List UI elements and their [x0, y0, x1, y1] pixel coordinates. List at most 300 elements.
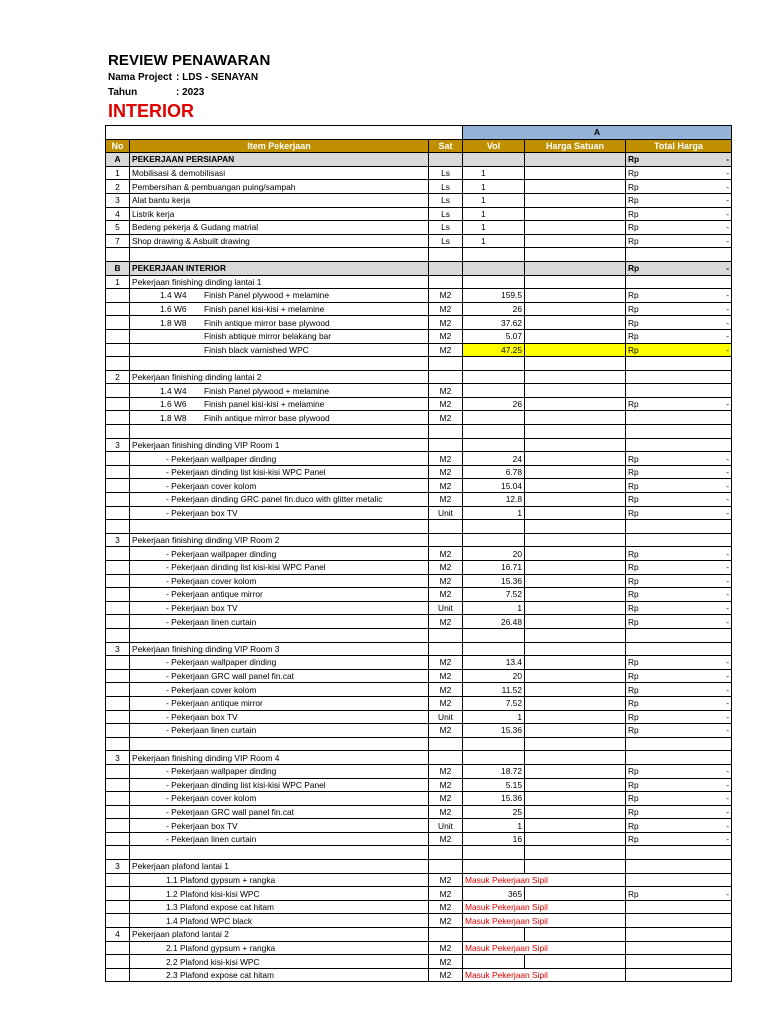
cell-harga-satuan — [525, 479, 626, 493]
table-row — [106, 724, 732, 738]
cell-harga-satuan — [525, 601, 626, 615]
cell-item: - Pekerjaan cover kolom — [130, 574, 429, 588]
cell-vol: 1 — [463, 207, 525, 221]
cell-no — [106, 479, 130, 493]
cell-no — [106, 669, 130, 683]
cell-no: 2 — [106, 370, 130, 384]
currency-label: Rp — [628, 236, 639, 247]
empty-cell — [525, 357, 626, 371]
cell-total-harga — [626, 384, 732, 398]
cell-no — [106, 547, 130, 561]
cell-total-harga — [626, 438, 732, 452]
cell-sat: M2 — [429, 778, 463, 792]
cell-no — [106, 574, 130, 588]
cell-no — [106, 452, 130, 466]
table-row — [106, 411, 732, 425]
table-row — [106, 221, 732, 235]
cell-total-harga — [626, 683, 732, 697]
total-value: - — [726, 562, 729, 573]
currency-label: Rp — [628, 290, 639, 301]
cell-total-harga — [626, 343, 732, 357]
cell-no — [106, 724, 130, 738]
cell-item — [130, 397, 429, 411]
currency-label: Rp — [628, 208, 639, 219]
cell-total-harga — [626, 792, 732, 806]
total-value: - — [726, 208, 729, 219]
cell-item: - Pekerjaan wallpaper dinding — [130, 656, 429, 670]
currency-label: Rp — [628, 494, 639, 505]
empty-cell — [429, 846, 463, 860]
table-row — [106, 302, 732, 316]
cell-sipil-note: Masuk Pekerjaan Sipil — [463, 873, 626, 887]
empty-cell — [429, 357, 463, 371]
cell-sat: M2 — [429, 302, 463, 316]
cell-harga-satuan — [525, 452, 626, 466]
cell-item: Alat bantu kerja — [130, 193, 429, 207]
cell-total-harga — [626, 615, 732, 629]
cell-sat: M2 — [429, 873, 463, 887]
total-value: - — [726, 779, 729, 790]
cell-vol: 1 — [463, 601, 525, 615]
cell-item: - Pekerjaan cover kolom — [130, 479, 429, 493]
cell-item: PEKERJAAN PERSIAPAN — [130, 153, 429, 167]
quotation-table — [105, 125, 732, 982]
item-code: 1.6 W6 — [160, 304, 187, 315]
cell-total-harga — [626, 751, 732, 765]
cell-no — [106, 289, 130, 303]
cell-harga-satuan — [525, 710, 626, 724]
currency-label: Rp — [628, 331, 639, 342]
cell-sat: M2 — [429, 465, 463, 479]
cell-sat: M2 — [429, 493, 463, 507]
currency-label: Rp — [628, 467, 639, 478]
total-value: - — [726, 766, 729, 777]
table-row — [106, 275, 732, 289]
currency-label: Rp — [628, 195, 639, 206]
cell-no: 3 — [106, 642, 130, 656]
cell-sat: M2 — [429, 547, 463, 561]
currency-label: Rp — [628, 806, 639, 817]
cell-no — [106, 343, 130, 357]
cell-total-harga — [626, 642, 732, 656]
cell-sat: Ls — [429, 166, 463, 180]
cell-no — [106, 465, 130, 479]
cell-sat: Unit — [429, 819, 463, 833]
cell-no — [106, 778, 130, 792]
cell-no: 3 — [106, 751, 130, 765]
total-value: - — [726, 195, 729, 206]
cell-vol: 18.72 — [463, 764, 525, 778]
cell-item: - Pekerjaan dinding GRC panel fin.duco with glitter metalic — [130, 493, 429, 507]
cell-harga-satuan — [525, 153, 626, 167]
cell-item: - Pekerjaan GRC wall panel fin.cat — [130, 805, 429, 819]
currency-label: Rp — [628, 820, 639, 831]
total-value: - — [726, 548, 729, 559]
page-title: REVIEW PENAWARAN — [108, 52, 271, 69]
cell-vol — [463, 153, 525, 167]
table-row — [106, 696, 732, 710]
table-row — [106, 193, 732, 207]
empty-cell — [106, 357, 130, 371]
empty-cell — [626, 520, 732, 534]
cell-total-harga — [626, 914, 732, 928]
empty-cell — [130, 425, 429, 439]
empty-cell — [130, 520, 429, 534]
col-header-item: Item Pekerjaan — [130, 139, 429, 153]
cell-sat — [429, 642, 463, 656]
cell-no — [106, 968, 130, 982]
total-value: - — [726, 888, 729, 899]
empty-cell — [525, 628, 626, 642]
empty-row — [106, 248, 732, 262]
col-header-vol: Vol — [463, 139, 525, 153]
cell-no — [106, 588, 130, 602]
table-row — [106, 465, 732, 479]
cell-harga-satuan — [525, 656, 626, 670]
cell-item — [130, 384, 429, 398]
table-row — [106, 207, 732, 221]
empty-cell — [130, 846, 429, 860]
cell-no — [106, 384, 130, 398]
cell-vol: 365 — [463, 887, 525, 901]
table-row — [106, 397, 732, 411]
quotation-table-body — [106, 126, 732, 982]
table-row — [106, 683, 732, 697]
table-row — [106, 547, 732, 561]
cell-item: - Pekerjaan cover kolom — [130, 683, 429, 697]
cell-vol: 159.5 — [463, 289, 525, 303]
cell-item: - Pekerjaan linen curtain — [130, 615, 429, 629]
cell-sat: M2 — [429, 887, 463, 901]
cell-sat: Unit — [429, 601, 463, 615]
empty-row — [106, 628, 732, 642]
cell-item: - Pekerjaan antique mirror — [130, 696, 429, 710]
currency-label: Rp — [628, 711, 639, 722]
table-row — [106, 533, 732, 547]
total-value: - — [726, 589, 729, 600]
cell-vol: 5.07 — [463, 329, 525, 343]
cell-vol: 24 — [463, 452, 525, 466]
table-row — [106, 329, 732, 343]
item-code: 1.4 W4 — [160, 290, 187, 301]
item-code: 1.6 W6 — [160, 399, 187, 410]
table-row — [106, 860, 732, 874]
cell-sat — [429, 261, 463, 275]
cell-sat: M2 — [429, 479, 463, 493]
cell-sat: M2 — [429, 452, 463, 466]
currency-label: Rp — [628, 181, 639, 192]
cell-total-harga — [626, 819, 732, 833]
cell-item: Pekerjaan finishing dinding VIP Room 3 — [130, 642, 429, 656]
empty-row — [106, 737, 732, 751]
cell-sat: M2 — [429, 724, 463, 738]
total-value: - — [726, 657, 729, 668]
cell-sat — [429, 438, 463, 452]
cell-item — [130, 316, 429, 330]
cell-no: 1 — [106, 275, 130, 289]
empty-cell — [429, 248, 463, 262]
cell-harga-satuan — [525, 751, 626, 765]
cell-no — [106, 615, 130, 629]
cell-harga-satuan — [525, 397, 626, 411]
cell-total-harga — [626, 561, 732, 575]
cell-vol — [463, 275, 525, 289]
cell-sat: M2 — [429, 941, 463, 955]
cell-item: 2.3 Plafond expose cat hitam — [130, 968, 429, 982]
cell-item: - Pekerjaan cover kolom — [130, 792, 429, 806]
cell-sat: M2 — [429, 656, 463, 670]
cell-total-harga — [626, 302, 732, 316]
cell-sipil-note: Masuk Pekerjaan Sipil — [463, 900, 626, 914]
cell-vol — [463, 411, 525, 425]
cell-sat: M2 — [429, 696, 463, 710]
cell-sat: M2 — [429, 764, 463, 778]
item-code: 1.8 W8 — [160, 317, 187, 328]
cell-vol: 1 — [463, 193, 525, 207]
cell-item: Pekerjaan finishing dinding VIP Room 2 — [130, 533, 429, 547]
empty-cell — [463, 737, 525, 751]
cell-no — [106, 601, 130, 615]
cell-sat: Unit — [429, 506, 463, 520]
cell-harga-satuan — [525, 493, 626, 507]
empty-cell — [429, 628, 463, 642]
empty-cell — [525, 248, 626, 262]
currency-label: Rp — [628, 616, 639, 627]
table-row — [106, 900, 732, 914]
cell-harga-satuan — [525, 261, 626, 275]
cell-item: 1.1 Plafond gypsum + rangka — [130, 873, 429, 887]
cell-item: - Pekerjaan dinding list kisi-kisi WPC Panel — [130, 778, 429, 792]
cell-sat: Ls — [429, 180, 463, 194]
cell-harga-satuan — [525, 561, 626, 575]
cell-harga-satuan — [525, 465, 626, 479]
year-label: Tahun — [108, 87, 138, 98]
cell-vol: 13.4 — [463, 656, 525, 670]
cell-sat — [429, 751, 463, 765]
cell-total-harga — [626, 153, 732, 167]
cell-total-harga — [626, 696, 732, 710]
table-row — [106, 751, 732, 765]
cell-harga-satuan — [525, 384, 626, 398]
cell-item: Pekerjaan finishing dinding VIP Room 4 — [130, 751, 429, 765]
cell-vol: 1 — [463, 180, 525, 194]
cell-total-harga — [626, 479, 732, 493]
table-row — [106, 384, 732, 398]
cell-no — [106, 656, 130, 670]
currency-label: Rp — [628, 575, 639, 586]
cell-total-harga — [626, 289, 732, 303]
cell-sat: M2 — [429, 343, 463, 357]
cell-vol: 11.52 — [463, 683, 525, 697]
total-value: - — [726, 263, 729, 274]
empty-cell — [130, 248, 429, 262]
item-code: 1.8 W8 — [160, 412, 187, 423]
cell-no — [106, 561, 130, 575]
cell-harga-satuan — [525, 955, 626, 969]
cell-sat: M2 — [429, 329, 463, 343]
cell-sat: Ls — [429, 221, 463, 235]
cell-no — [106, 493, 130, 507]
cell-no — [106, 397, 130, 411]
cell-vol — [463, 751, 525, 765]
cell-sat: M2 — [429, 792, 463, 806]
cell-harga-satuan — [525, 574, 626, 588]
table-row — [106, 588, 732, 602]
cell-total-harga — [626, 955, 732, 969]
cell-no — [106, 710, 130, 724]
cell-total-harga — [626, 805, 732, 819]
cell-total-harga — [626, 166, 732, 180]
table-row — [106, 792, 732, 806]
cell-vol: 15.36 — [463, 724, 525, 738]
cell-total-harga — [626, 928, 732, 942]
cell-harga-satuan — [525, 343, 626, 357]
cell-item: - Pekerjaan wallpaper dinding — [130, 547, 429, 561]
cell-total-harga — [626, 588, 732, 602]
cell-vol: 20 — [463, 669, 525, 683]
table-row — [106, 316, 732, 330]
cell-vol: 15.36 — [463, 574, 525, 588]
cell-sat: M2 — [429, 805, 463, 819]
cell-total-harga — [626, 764, 732, 778]
cell-sat: M2 — [429, 561, 463, 575]
total-value: - — [726, 154, 729, 165]
group-header-row — [106, 126, 732, 140]
currency-label: Rp — [628, 548, 639, 559]
total-value: - — [726, 317, 729, 328]
cell-vol: 37.62 — [463, 316, 525, 330]
col-header-total-harga: Total Harga — [626, 139, 732, 153]
cell-total-harga — [626, 329, 732, 343]
currency-label: Rp — [628, 657, 639, 668]
cell-total-harga — [626, 316, 732, 330]
cell-item: - Pekerjaan linen curtain — [130, 832, 429, 846]
cell-vol: 25 — [463, 805, 525, 819]
total-value: - — [726, 806, 729, 817]
cell-sat: Ls — [429, 193, 463, 207]
cell-item: Bedeng pekerja & Gudang matrial — [130, 221, 429, 235]
cell-harga-satuan — [525, 832, 626, 846]
table-row — [106, 642, 732, 656]
cell-vol: 15.36 — [463, 792, 525, 806]
currency-label: Rp — [628, 453, 639, 464]
cell-no: 4 — [106, 928, 130, 942]
cell-sat — [429, 533, 463, 547]
cell-vol: 16 — [463, 832, 525, 846]
item-text: Finish panel kisi-kisi + melamine — [204, 399, 325, 410]
cell-no: 3 — [106, 438, 130, 452]
currency-label: Rp — [628, 684, 639, 695]
cell-vol — [463, 384, 525, 398]
table-row — [106, 493, 732, 507]
cell-harga-satuan — [525, 302, 626, 316]
table-row — [106, 452, 732, 466]
cell-vol: 7.52 — [463, 588, 525, 602]
cell-sat: M2 — [429, 384, 463, 398]
cell-item: - Pekerjaan box TV — [130, 506, 429, 520]
cell-harga-satuan — [525, 928, 626, 942]
cell-item: - Pekerjaan box TV — [130, 710, 429, 724]
currency-label: Rp — [628, 834, 639, 845]
cell-item: 1.3 Plafond expose cat hitam — [130, 900, 429, 914]
cell-item: 2.1 Plafond gypsum + rangka — [130, 941, 429, 955]
cell-no — [106, 832, 130, 846]
cell-sat — [429, 860, 463, 874]
cell-item: - Pekerjaan linen curtain — [130, 724, 429, 738]
total-value: - — [726, 181, 729, 192]
cell-no: B — [106, 261, 130, 275]
cell-item: Pekerjaan finishing dinding VIP Room 1 — [130, 438, 429, 452]
cell-no — [106, 914, 130, 928]
cell-harga-satuan — [525, 275, 626, 289]
cell-harga-satuan — [525, 438, 626, 452]
cell-sat: M2 — [429, 683, 463, 697]
table-row — [106, 914, 732, 928]
currency-label: Rp — [628, 263, 640, 274]
cell-total-harga — [626, 710, 732, 724]
empty-cell — [106, 520, 130, 534]
table-row — [106, 873, 732, 887]
table-row — [106, 234, 732, 248]
empty-cell — [463, 846, 525, 860]
cell-vol: 26 — [463, 397, 525, 411]
cell-sipil-note: Masuk Pekerjaan Sipil — [463, 968, 626, 982]
item-text: Finih antique mirror base plywood — [204, 412, 330, 423]
section-title: INTERIOR — [108, 101, 195, 121]
cell-harga-satuan — [525, 221, 626, 235]
empty-cell — [626, 425, 732, 439]
cell-item: 2.2 Plafond kisi-kisi WPC — [130, 955, 429, 969]
cell-item: - Pekerjaan dinding list kisi-kisi WPC Panel — [130, 561, 429, 575]
cell-sat: M2 — [429, 397, 463, 411]
cell-item: Pekerjaan plafond lantai 1 — [130, 860, 429, 874]
cell-sat: M2 — [429, 588, 463, 602]
currency-label: Rp — [628, 793, 639, 804]
cell-sat: M2 — [429, 615, 463, 629]
section-row — [106, 153, 732, 167]
cell-no: 2 — [106, 180, 130, 194]
cell-no — [106, 411, 130, 425]
table-row — [106, 805, 732, 819]
total-value: - — [726, 304, 729, 315]
cell-harga-satuan — [525, 533, 626, 547]
cell-total-harga — [626, 261, 732, 275]
total-value: - — [726, 236, 729, 247]
cell-item: - Pekerjaan antique mirror — [130, 588, 429, 602]
empty-cell — [626, 248, 732, 262]
cell-total-harga — [626, 533, 732, 547]
cell-sat: M2 — [429, 900, 463, 914]
item-text: Finish Panel plywood + melamine — [204, 290, 329, 301]
cell-harga-satuan — [525, 683, 626, 697]
cell-total-harga — [626, 574, 732, 588]
project-line — [108, 72, 258, 83]
cell-item: 1.2 Plafond kisi-kisi WPC — [130, 887, 429, 901]
cell-total-harga — [626, 193, 732, 207]
cell-vol: 26 — [463, 302, 525, 316]
cell-harga-satuan — [525, 547, 626, 561]
cell-total-harga — [626, 506, 732, 520]
cell-item: - Pekerjaan box TV — [130, 601, 429, 615]
cell-total-harga — [626, 411, 732, 425]
total-value: - — [726, 480, 729, 491]
table-row — [106, 289, 732, 303]
table-row — [106, 656, 732, 670]
item-text: Finish black varnished WPC — [204, 344, 309, 355]
table-row — [106, 955, 732, 969]
cell-harga-satuan — [525, 669, 626, 683]
cell-harga-satuan — [525, 193, 626, 207]
